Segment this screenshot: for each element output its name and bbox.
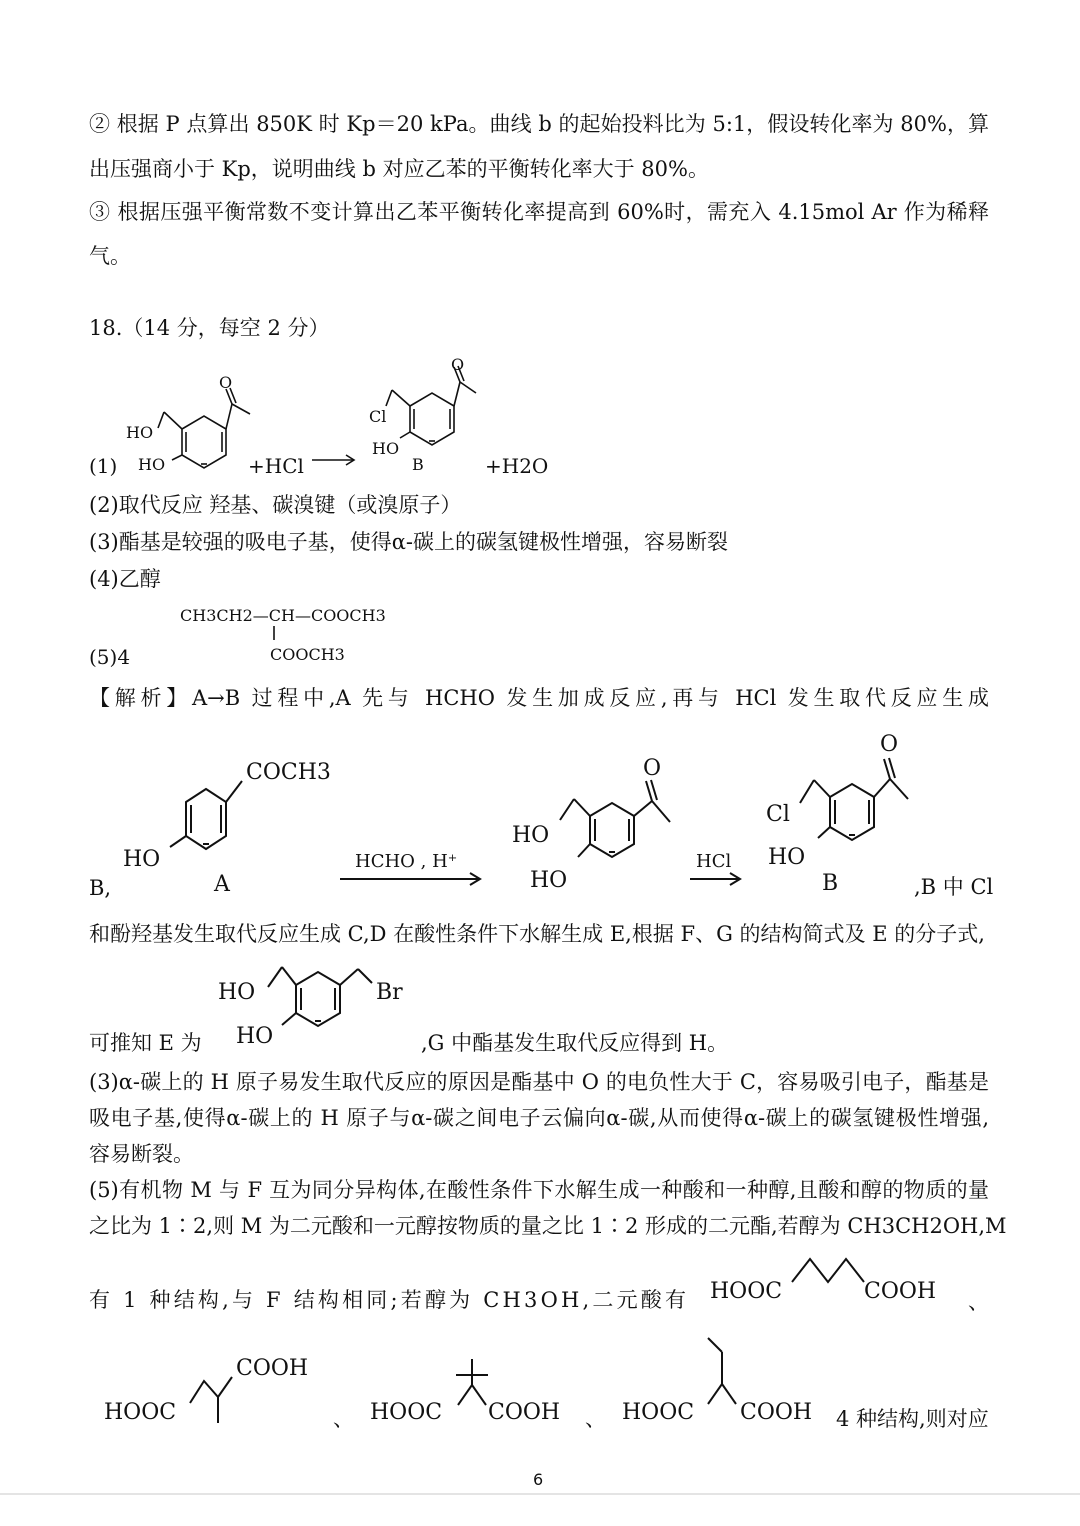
svg-text:COOH: COOH <box>740 1400 813 1425</box>
paragraph-line: (5)有机物 M 与 F 互为同分异构体,在酸性条件下水解生成一种酸和一种醇,且酸和醇的物质的量 <box>89 1178 989 1202</box>
svg-text:COOH: COOH <box>488 1400 561 1425</box>
molecule-intermediate <box>512 756 670 893</box>
answer-3: (3)酯基是较强的吸电子基，使得α-碳上的碳氢键极性增强，容易断裂 <box>89 530 729 554</box>
reactant-molecule <box>126 373 250 474</box>
svg-text:Br: Br <box>376 980 403 1005</box>
svg-text:O: O <box>880 732 899 757</box>
svg-text:B: B <box>412 455 424 474</box>
paragraph-tail: 4 种结构,则对应 <box>836 1407 989 1431</box>
diacid-1 <box>700 1245 1000 1315</box>
answer-5-structure <box>0 600 420 670</box>
diacid-2 <box>90 1345 350 1435</box>
answer-4: (4)乙醇 <box>89 567 161 591</box>
svg-text:O: O <box>219 373 233 392</box>
analysis-intro: 【解析】A→B 过程中,A 先与 HCHO 发生加成反应,再与 HCl 发生取代反应生成 <box>89 686 989 710</box>
paragraph-line: ③ 根据压强平衡常数不变计算出乙苯平衡转化率提高到 60%时，需充入 4.15mol Ar 作为稀释 <box>89 200 989 224</box>
ester-main-chain: CH3CH2—CH—COOCH3 <box>180 606 386 625</box>
paragraph-line: 和酚羟基发生取代反应生成 C,D 在酸性条件下水解生成 E,根据 F、G 的结构简式及 E 的分子式, <box>89 922 985 946</box>
page-number: 6 <box>533 1470 544 1489</box>
svg-text:A: A <box>214 872 230 897</box>
svg-text:B,: B, <box>89 876 112 900</box>
svg-text:HO: HO <box>236 1024 274 1049</box>
paragraph-line: 之比为 1∶2,则 M 为二元酸和一元醇按物质的量之比 1∶2 形成的二元酯,若醇为 CH3CH2OH,M <box>89 1214 1007 1238</box>
text-e-suffix: ,G 中酯基发生取代反应得到 H。 <box>421 1031 729 1055</box>
diacid-4 <box>612 1330 842 1430</box>
paragraph-line: ② 根据 P 点算出 850K 时 Kp＝20 kPa。曲线 b 的起始投料比为 5:1，假设转化率为 80%，算 <box>89 112 989 136</box>
svg-text:O: O <box>643 756 662 781</box>
reagent-hcho: HCHO , H⁺ <box>355 851 458 872</box>
svg-text:HOOC: HOOC <box>104 1400 177 1425</box>
svg-text:HO: HO <box>123 847 161 872</box>
paragraph-line: 气。 <box>89 244 131 268</box>
svg-text:Cl: Cl <box>369 407 387 426</box>
paragraph-line: 容易断裂。 <box>89 1142 194 1166</box>
answer-2: (2)取代反应 羟基、碳溴键（或溴原子） <box>89 493 462 517</box>
svg-text:HOOC: HOOC <box>370 1400 443 1425</box>
ester-branch: COOCH3 <box>270 645 345 664</box>
svg-text:B: B <box>822 871 839 896</box>
text-e-prefix: 可推知 E 为 <box>89 1031 202 1055</box>
svg-text:COOH: COOH <box>864 1279 937 1304</box>
separator: 、 <box>968 1290 989 1314</box>
svg-text:COOH: COOH <box>236 1356 309 1381</box>
svg-text:HO: HO <box>372 439 400 458</box>
answer-5-prefix: (5)4 <box>89 645 131 669</box>
svg-text:O: O <box>451 355 465 374</box>
product-molecule-B <box>369 355 476 474</box>
svg-text:COCH3: COCH3 <box>246 760 331 785</box>
svg-text:HOOC: HOOC <box>710 1279 783 1304</box>
svg-text:HO: HO <box>768 845 806 870</box>
question-heading: 18.（14 分，每空 2 分） <box>89 316 330 340</box>
answer-1-equation <box>0 355 560 490</box>
svg-text:HOOC: HOOC <box>622 1400 695 1425</box>
reagent-hcl: HCl <box>696 851 732 872</box>
molecule-B <box>766 732 908 896</box>
svg-text:+H2O: +H2O <box>485 454 549 478</box>
separator: 、 <box>333 1407 354 1431</box>
svg-text:HO: HO <box>218 980 256 1005</box>
paragraph-line: 出压强商小于 Kp，说明曲线 b 对应乙苯的平衡转化率大于 80%。 <box>89 157 709 181</box>
svg-text:HO: HO <box>126 423 154 442</box>
molecule-E <box>200 945 430 1060</box>
footer-divider <box>0 1493 1080 1495</box>
svg-text:HO: HO <box>530 868 568 893</box>
answer-1-prefix: (1) <box>89 454 118 478</box>
svg-text:HO: HO <box>138 455 166 474</box>
paragraph-line: (3)α-碳上的 H 原子易发生取代反应的原因是酯基中 O 的电负性大于 C，容易吸引电子，酯基是 <box>89 1070 989 1094</box>
svg-text:HO: HO <box>512 823 550 848</box>
diacid-3 <box>360 1345 600 1435</box>
svg-text:Cl: Cl <box>766 802 790 827</box>
separator: 、 <box>585 1407 606 1431</box>
svg-text:+HCl: +HCl <box>248 454 304 478</box>
molecule-A <box>123 760 331 897</box>
paragraph-line: 吸电子基,使得α-碳上的 H 原子与α-碳之间电子云偏向α-碳,从而使得α-碳上的碳氢键极性增强, <box>89 1106 989 1130</box>
text-b-cl: ,B 中 Cl <box>914 875 994 899</box>
paragraph-line: 有 1 种结构,与 F 结构相同;若醇为 CH3OH,二元酸有 <box>89 1288 690 1312</box>
